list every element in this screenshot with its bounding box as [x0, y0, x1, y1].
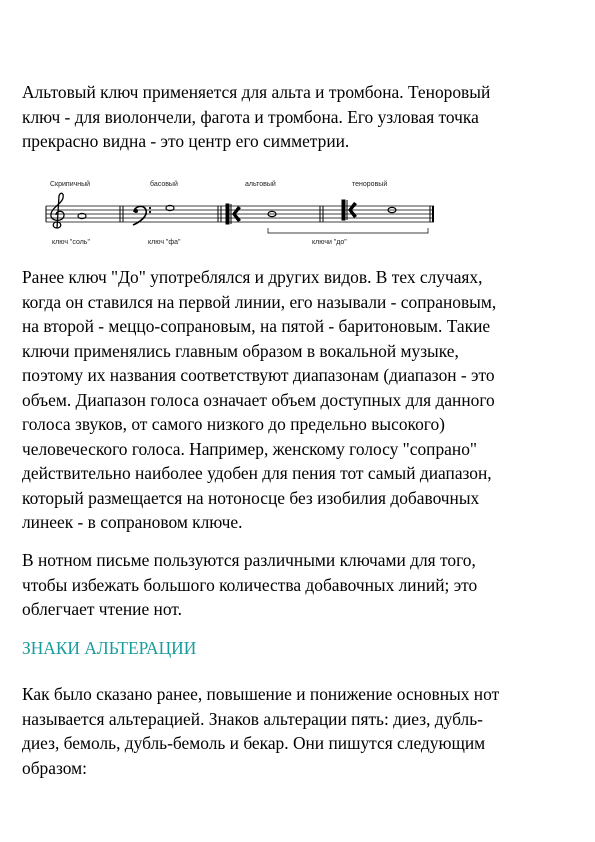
text-line: называется альтерацией. Знаков альтерации пять: диез, дубль-: [22, 708, 483, 729]
label-do-clefs: ключи "до": [312, 239, 347, 246]
text-line: образом:: [22, 757, 87, 778]
text-line: В нотном письме пользуются различными ключами для того,: [22, 550, 476, 570]
text-line: который размещается на нотоносце без изобилия добавочных: [22, 487, 480, 508]
text-line: диез, бемоль, дубль-бемоль и бекар. Они пишутся следующим: [22, 733, 486, 753]
clefs-staff-figure: [40, 170, 450, 252]
text-line: ключ - для виолончели, фагота и тромбона. Его узловая точка: [22, 106, 479, 127]
text-line: объем. Диапазон голоса означает объем доступных для данного: [22, 389, 495, 410]
text-line: Ранее ключ "До" употреблялся и других видов. В тех случаях,: [22, 267, 483, 287]
text-line: ключи применялись главным образом в вокальной музыке,: [22, 340, 459, 361]
do-clefs-bracket: [268, 228, 428, 233]
text-line: поэтому их названия соответствуют диапазонам (диапазон - это: [22, 365, 495, 385]
paragraph-alteration: [22, 682, 582, 780]
label-fa-clef: ключ "фа": [148, 239, 181, 246]
text-line: линеек - в сопрановом ключе.: [22, 512, 243, 532]
text-line: прекрасно видна - это центр его симметрии.: [22, 131, 350, 151]
label-tenor-clef: теноровый: [352, 181, 388, 188]
paragraph-clefs-usage: [22, 80, 582, 154]
text-line: на второй - меццо-сопрановым, на пятой - баритоновым. Такие: [22, 316, 491, 336]
section-heading: ЗНАКИ АЛЬТЕРАЦИИ: [22, 638, 197, 658]
text-line: Альтовый ключ применяется для альта и тромбона. Теноровый: [22, 82, 491, 102]
text-line: голоса звуков, от самого низкого до предельно высокого): [22, 414, 445, 434]
text-line: когда он ставился на первой линии, его называли - сопрановым,: [22, 291, 497, 312]
text-line: Как было сказано ранее, повышение и понижение основных нот: [22, 684, 500, 704]
label-treble-clef: Скрипичный: [50, 181, 91, 188]
treble-clef-icon: [51, 193, 64, 228]
text-line: чтобы избежать большого количества добавочных линий; это: [22, 574, 478, 595]
label-bass-clef: басовый: [150, 181, 178, 188]
text-line: действительно наиболее удобен для пения тот самый диапазон,: [22, 463, 492, 483]
paragraph-clefs-purpose: [22, 548, 582, 622]
staff-svg: [40, 170, 450, 252]
label-alto-clef: альтовый: [245, 181, 276, 188]
paragraph-do-clef-history: [22, 265, 582, 535]
label-sol-clef: ключ "соль": [52, 239, 90, 246]
text-line: человеческого голоса. Например, женскому голосу "сопрано": [22, 438, 477, 459]
text-line: облегчает чтение нот.: [22, 599, 182, 619]
